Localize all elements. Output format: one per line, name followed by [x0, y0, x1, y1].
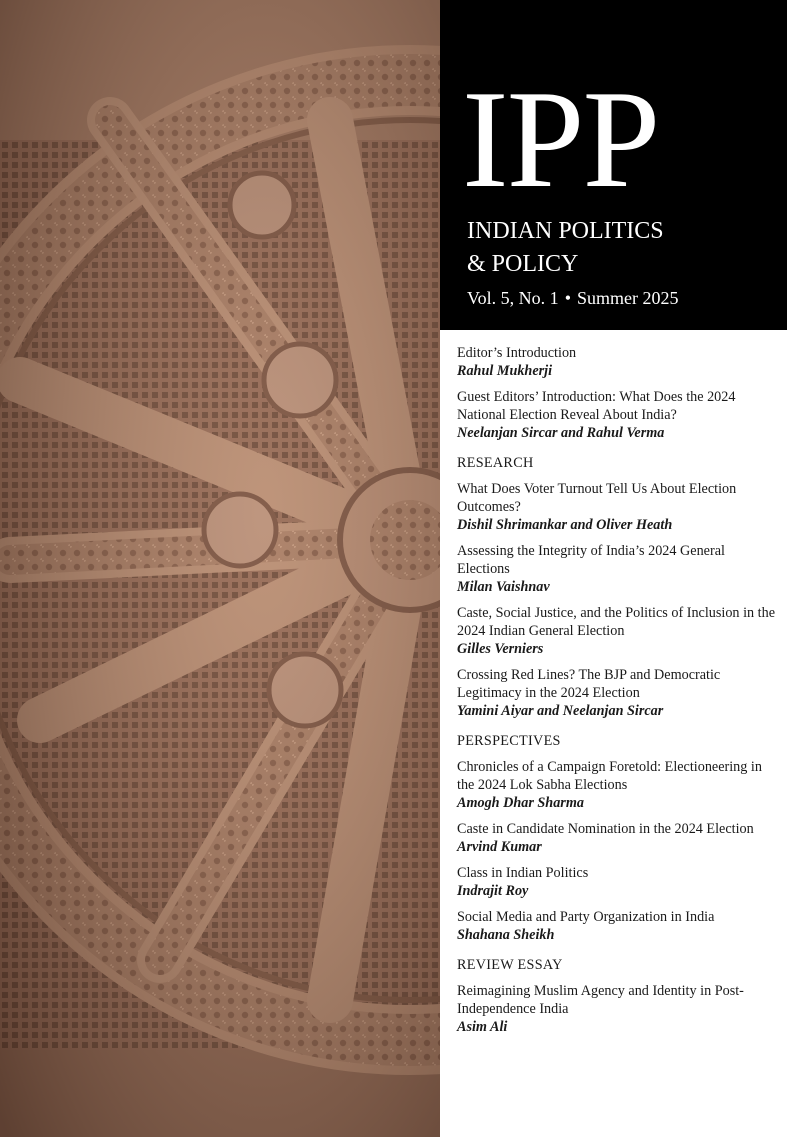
journal-title [467, 215, 664, 281]
table-of-contents [457, 344, 779, 1044]
toc-entry-author: Neelanjan Sircar and Rahul Verma [457, 425, 665, 441]
issue-season: Summer 2025 [577, 288, 679, 308]
issue-info [467, 288, 679, 309]
toc-entry-title: Social Media and Party Organization in India [457, 909, 715, 925]
toc-entry-author: Rahul Mukherji [457, 363, 553, 379]
toc-entry-author: Milan Vaishnav [457, 579, 550, 595]
toc-entry-title: Crossing Red Lines? The BJP and Democratic Legitimacy in the 2024 Election [457, 667, 721, 701]
toc-entry [457, 604, 779, 659]
toc-entry [457, 758, 779, 813]
section-heading-review-essay: REVIEW ESSAY [457, 957, 563, 973]
bullet-separator: • [564, 288, 571, 308]
toc-entry-title: What Does Voter Turnout Tell Us About Election Outcomes? [457, 481, 737, 515]
toc-entry [457, 864, 779, 901]
toc-entry-editors-introduction [457, 344, 779, 381]
toc-entry-title: Caste in Candidate Nomination in the 2024 Election [457, 821, 754, 837]
toc-entry-title: Assessing the Integrity of India’s 2024 General Elections [457, 543, 725, 577]
toc-entry-title: Guest Editors’ Introduction: What Does the 2024 National Election Reveal About India? [457, 389, 736, 423]
toc-entry-author: Arvind Kumar [457, 839, 542, 855]
masthead [440, 0, 787, 330]
journal-title-line-1: INDIAN POLITICS [467, 218, 664, 244]
toc-entry-author: Asim Ali [457, 1019, 508, 1035]
toc-entry-title: Class in Indian Politics [457, 865, 589, 881]
toc-entry [457, 982, 779, 1037]
toc-entry [457, 542, 779, 597]
section-heading-perspectives: PERSPECTIVES [457, 733, 561, 749]
volume-number: Vol. 5, No. 1 [467, 288, 559, 308]
toc-entry-author: Gilles Verniers [457, 641, 544, 657]
toc-entry-guest-editors-introduction [457, 388, 779, 443]
toc-entry-author: Shahana Sheikh [457, 927, 555, 943]
journal-title-line-2: & POLICY [467, 251, 579, 277]
toc-entry-author: Dishil Shrimankar and Oliver Heath [457, 517, 673, 533]
toc-entry-author: Amogh Dhar Sharma [457, 795, 584, 811]
toc-entry [457, 820, 779, 857]
toc-entry-title: Reimagining Muslim Agency and Identity in Post-Independence India [457, 983, 744, 1017]
toc-entry-title: Editor’s Introduction [457, 345, 577, 361]
section-heading-research: RESEARCH [457, 455, 534, 471]
toc-entry-title: Caste, Social Justice, and the Politics of Inclusion in the 2024 Indian General Election [457, 605, 775, 639]
toc-entry-author: Yamini Aiyar and Neelanjan Sircar [457, 703, 664, 719]
toc-entry-author: Indrajit Roy [457, 883, 529, 899]
toc-entry [457, 666, 779, 721]
toc-entry-title: Chronicles of a Campaign Foretold: Electioneering in the 2024 Lok Sabha Elections [457, 759, 762, 793]
toc-entry [457, 908, 779, 945]
toc-entry [457, 480, 779, 535]
journal-logo: IPP [462, 62, 659, 217]
